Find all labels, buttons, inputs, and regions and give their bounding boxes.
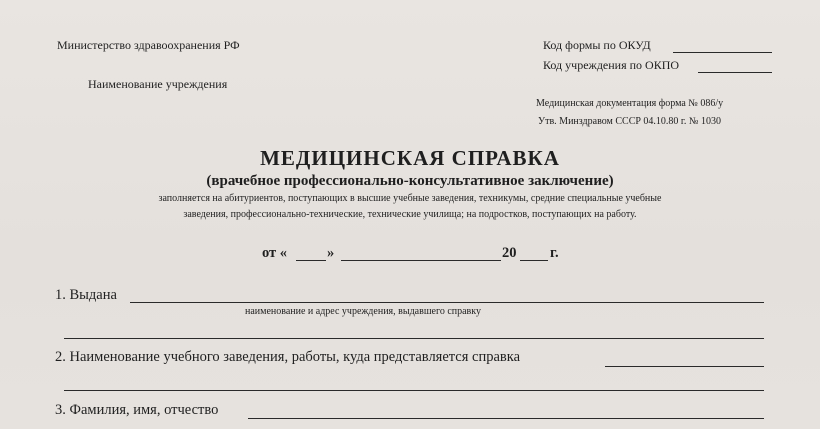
field-issued-hint: наименование и адрес учреждения, выдавшего справку xyxy=(245,306,481,317)
okpo-line[interactable] xyxy=(698,72,772,73)
field-destination-line[interactable] xyxy=(605,366,764,367)
date-from-label: от « xyxy=(262,245,288,261)
field-issued-label: 1. Выдана xyxy=(55,287,117,303)
field-fullname-line[interactable] xyxy=(248,418,764,419)
date-year-suffix: г. xyxy=(550,245,559,261)
date-year-line[interactable] xyxy=(520,260,548,261)
ministry-label: Министерство здравоохранения РФ xyxy=(57,38,240,52)
date-close-quote: » xyxy=(327,245,335,261)
intro-line-2: заведения, профессионально-технические, технические училища; на подростков, поступающих на работу. xyxy=(183,209,637,220)
field-fullname-label: 3. Фамилия, имя, отчество xyxy=(55,402,219,418)
field-destination-label: 2. Наименование учебного заведения, работы, куда представляется справка xyxy=(55,349,521,365)
field-issued-line[interactable] xyxy=(130,302,764,303)
date-month-line[interactable] xyxy=(341,260,501,261)
approval-text: Утв. Минздравом СССР 04.10.80 г. № 1030 xyxy=(538,116,721,127)
okud-line[interactable] xyxy=(673,52,772,53)
okud-label: Код формы по ОКУД xyxy=(543,38,651,52)
field-destination-line-2[interactable] xyxy=(64,390,764,391)
page-title: МЕДИЦИНСКАЯ СПРАВКА xyxy=(260,146,560,170)
date-day-line[interactable] xyxy=(296,260,326,261)
form-number: Медицинская документация форма № 086/у xyxy=(536,98,724,109)
okpo-label: Код учреждения по ОКПО xyxy=(543,58,680,72)
page-subtitle: (врачебное профессионально-консультативное заключение) xyxy=(206,173,614,189)
date-year-prefix: 20 xyxy=(502,245,517,261)
field-issued-line-2[interactable] xyxy=(64,338,764,339)
institution-label: Наименование учреждения xyxy=(88,77,228,91)
intro-line-1: заполняется на абитуриентов, поступающих в высшие учебные заведения, техникумы, средние специальные учебные xyxy=(158,193,662,204)
